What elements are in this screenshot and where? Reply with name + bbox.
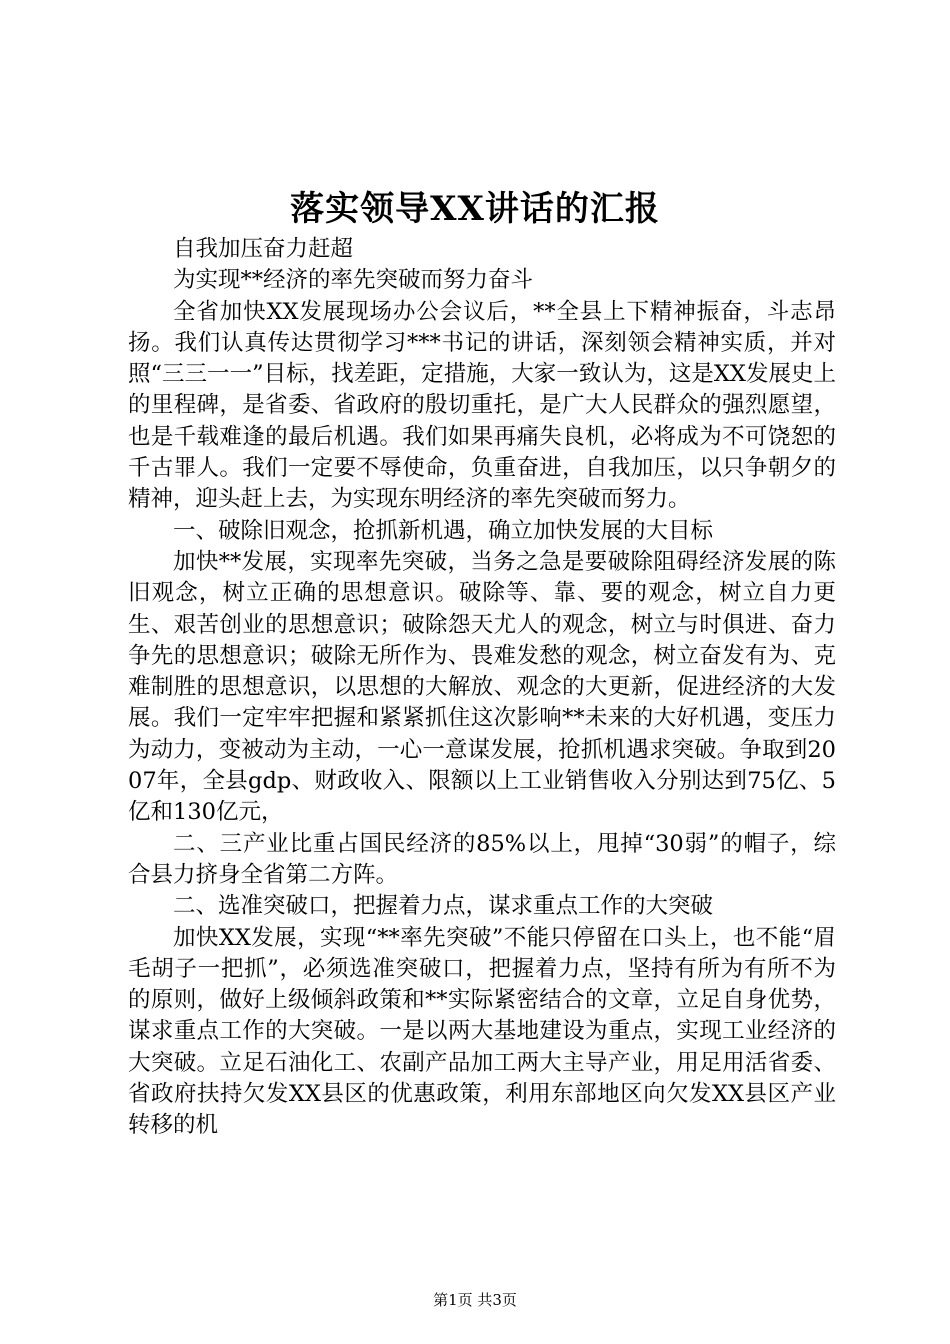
body-paragraph: 二、三产业比重占国民经济的85%以上，甩掉“30弱”的帽子，综合县力挤身全省第二方阵。 xyxy=(128,830,836,888)
body-paragraph: 加快**发展，实现率先突破，当务之急是要破除阻碍经济发展的陈旧观念，树立正确的思想意识。破除等、靠、要的观念，树立自力更生、艰苦创业的思想意识；破除怨天尤人的观念，树立与时俱进、奋力争先的思想意识；破除无所作为、畏难发愁的观念，树立奋发有为、克难制胜的思想意识，以思想的大解放、观念的大更新，促进经济的大发展。我们一定牢牢把握和紧紧抓住这次影响**未来的大好机遇，变压力为动力，变被动为主动，一心一意谋发展，抢抓机遇求突破。争取到2007年，全县gdp、财政收入、限额以上工业销售收入分别达到75亿、5亿和130亿元， xyxy=(128,548,836,826)
body-paragraph: 加快XX发展，实现“**率先突破”不能只停留在口头上，也不能“眉毛胡子一把抓”，必须选准突破口，把握着力点，坚持有所为有所不为的原则，做好上级倾斜政策和**实际紧密结合的文章，立足自身优势，谋求重点工作的大突破。一是以两大基地建设为重点，实现工业经济的大突破。立足石油化工、农副产品加工两大主导产业，用足用活省委、省政府扶持欠发XX县区的优惠政策，利用东部地区向欠发XX县区产业转移的机 xyxy=(128,924,836,1139)
page-number-footer: 第1页 共3页 xyxy=(433,1291,517,1309)
subtitle-line-2: 为实现**经济的率先突破而努力奋斗 xyxy=(173,267,534,294)
section-heading: 一、破除旧观念，抢抓新机遇，确立加快发展的大目标 xyxy=(173,517,714,544)
body-paragraph: 全省加快XX发展现场办公会议后，**全县上下精神振奋，斗志昂扬。我们认真传达贯彻学习***书记的讲话，深刻领会精神实质，并对照“三三一一”目标，找差距，定措施，大家一致认为，这是XX发展史上的里程碑，是省委、省政府的殷切重托，是广大人民群众的强烈愿望，也是千载难逢的最后机遇。我们如果再痛失良机，必将成为不可饶恕的千古罪人。我们一定要不辱使命，负重奋进，自我加压，以只争朝夕的精神，迎头赶上去，为实现东明经济的率先突破而努力。 xyxy=(128,298,836,513)
section-heading: 二、选准突破口，把握着力点，谋求重点工作的大突破 xyxy=(173,893,714,920)
document-title: 落实领导XX讲话的汇报 xyxy=(290,189,660,229)
subtitle-line-1: 自我加压奋力赶超 xyxy=(173,236,354,262)
document-body xyxy=(128,234,836,1142)
